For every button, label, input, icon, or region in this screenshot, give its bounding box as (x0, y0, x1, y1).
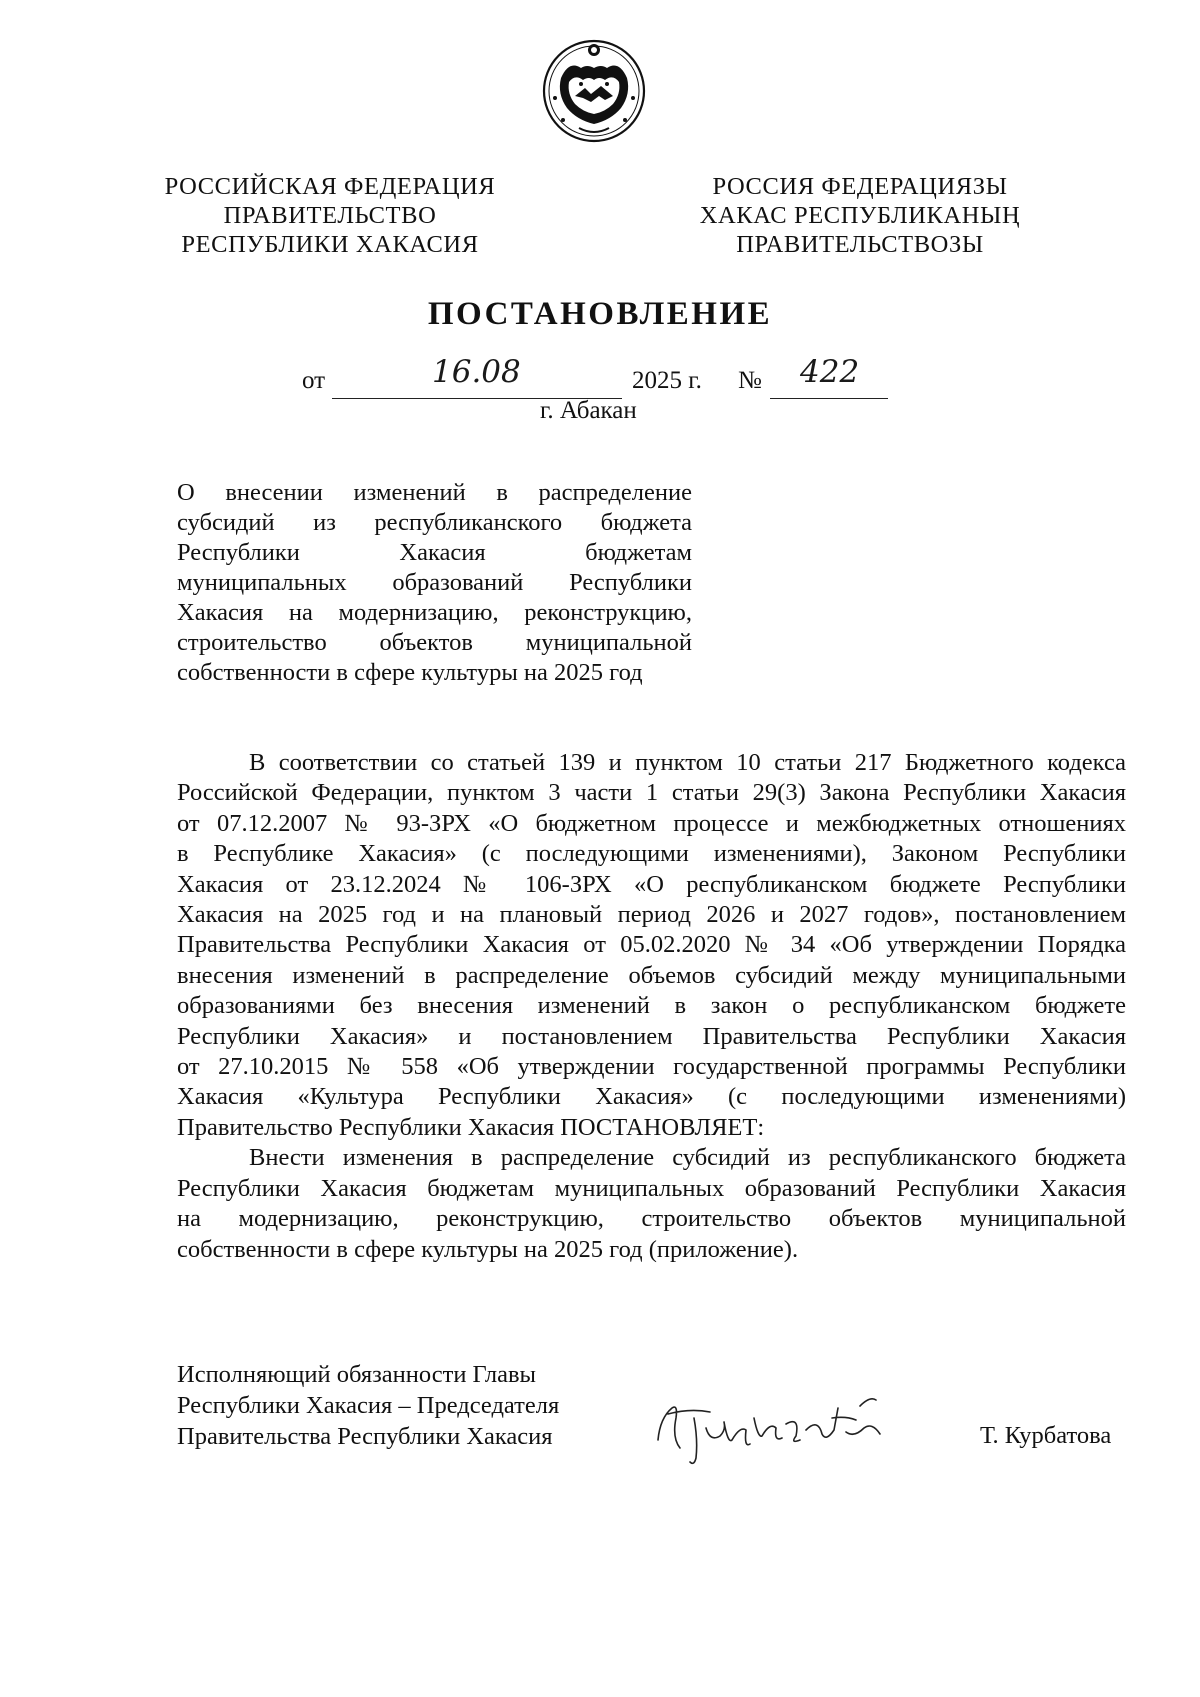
signer-position-line: Правительства Республики Хакасия (177, 1423, 553, 1450)
subject-line: субсидий из республиканского бюджета (177, 509, 692, 536)
city-label: г. Абакан (540, 397, 637, 424)
body-line: Хакасия от 23.12.2024 № 106-ЗРХ «О республиканском бюджете Республики (177, 870, 1126, 898)
header-left-line: ПРАВИТЕЛЬСТВО (223, 202, 437, 229)
body-line: В соответствии со статьей 139 и пунктом 10 статьи 217 Бюджетного кодекса (249, 749, 1126, 776)
body-line: Правительства Республики Хакасия от 05.02.2020 № 34 «Об утверждении Порядка (177, 931, 1126, 959)
body-line: от 07.12.2007 № 93-ЗРХ «О бюджетном процессе и межбюджетных отношениях (177, 809, 1126, 837)
header-left-line: РОССИЙСКАЯ ФЕДЕРАЦИЯ (164, 173, 496, 200)
handwritten-date: 16.08 (432, 354, 521, 390)
document-type-title: ПОСТАНОВЛЕНИЕ (427, 296, 773, 332)
signer-position-line: Исполняющий обязанности Главы (177, 1361, 537, 1388)
subject-line: Республики Хакасия бюджетам (177, 539, 692, 566)
body-line: образованиями без внесения изменений в закон о республиканском бюджете (177, 992, 1126, 1020)
body-line: в Республике Хакасия» (с последующими изменениями), Законом Республики (177, 840, 1126, 868)
subject-line: муниципальных образований Республики (177, 569, 692, 596)
header-right-line: ПРАВИТЕЛЬСТВОЗЫ (736, 231, 984, 258)
header-right-line: РОССИЯ ФЕДЕРАЦИЯЗЫ (712, 173, 1008, 200)
date-from-label: от (302, 367, 326, 394)
body-line: Внести изменения в распределение субсидий из республиканского бюджета (249, 1144, 1126, 1172)
body-line: на модернизацию, реконструкцию, строительство объектов муниципальной (177, 1205, 1126, 1233)
subject-line: строительство объектов муниципальной (177, 629, 692, 656)
subject-line: Хакасия на модернизацию, реконструкцию, (177, 599, 692, 626)
body-line: Хакасия «Культура Республики Хакасия» (с последующими изменениями) (177, 1083, 1126, 1111)
subject-line: собственности в сфере культуры на 2025 год (177, 659, 643, 686)
signer-name: Т. Курбатова (980, 1422, 1112, 1449)
body-line: Правительство Республики Хакасия ПОСТАНОВЛЯЕТ: (177, 1113, 765, 1141)
body-line: Республики Хакасия бюджетам муниципальных образований Республики Хакасия (177, 1174, 1126, 1202)
signer-position-line: Республики Хакасия – Председателя (177, 1392, 560, 1419)
header-right-line: ХАКАС РЕСПУБЛИКАНЫҢ (699, 202, 1021, 229)
handwritten-signature (650, 1378, 910, 1473)
subject-line: О внесении изменений в распределение (177, 479, 692, 506)
signer-position (177, 1359, 559, 1452)
body-line: Республики Хакасия» и постановлением Правительства Республики Хакасия (177, 1022, 1126, 1050)
coat-of-arms-emblem (541, 38, 647, 144)
body-text (177, 748, 1126, 1265)
header-right-block (660, 172, 1060, 259)
number-sign: № (738, 367, 762, 394)
body-line: собственности в сфере культуры на 2025 год (приложение). (177, 1235, 799, 1263)
body-line: Хакасия на 2025 год и на плановый период 2026 и 2027 годов», постановлением (177, 901, 1126, 929)
handwritten-number: 422 (800, 354, 860, 390)
date-number-line (0, 354, 1200, 400)
body-line: от 27.10.2015 № 558 «Об утверждении государственной программы Республики (177, 1053, 1126, 1081)
header-left-line: РЕСПУБЛИКИ ХАКАСИЯ (181, 231, 479, 258)
number-underline (770, 398, 888, 399)
header-left-block (130, 172, 530, 259)
body-line: Российской Федерации, пунктом 3 части 1 статьи 29(3) Закона Республики Хакасия (177, 779, 1126, 807)
year-label: 2025 г. (632, 367, 702, 394)
body-line: внесения изменений в распределение объемов субсидий между муниципальными (177, 961, 1126, 989)
subject-block (177, 478, 692, 688)
